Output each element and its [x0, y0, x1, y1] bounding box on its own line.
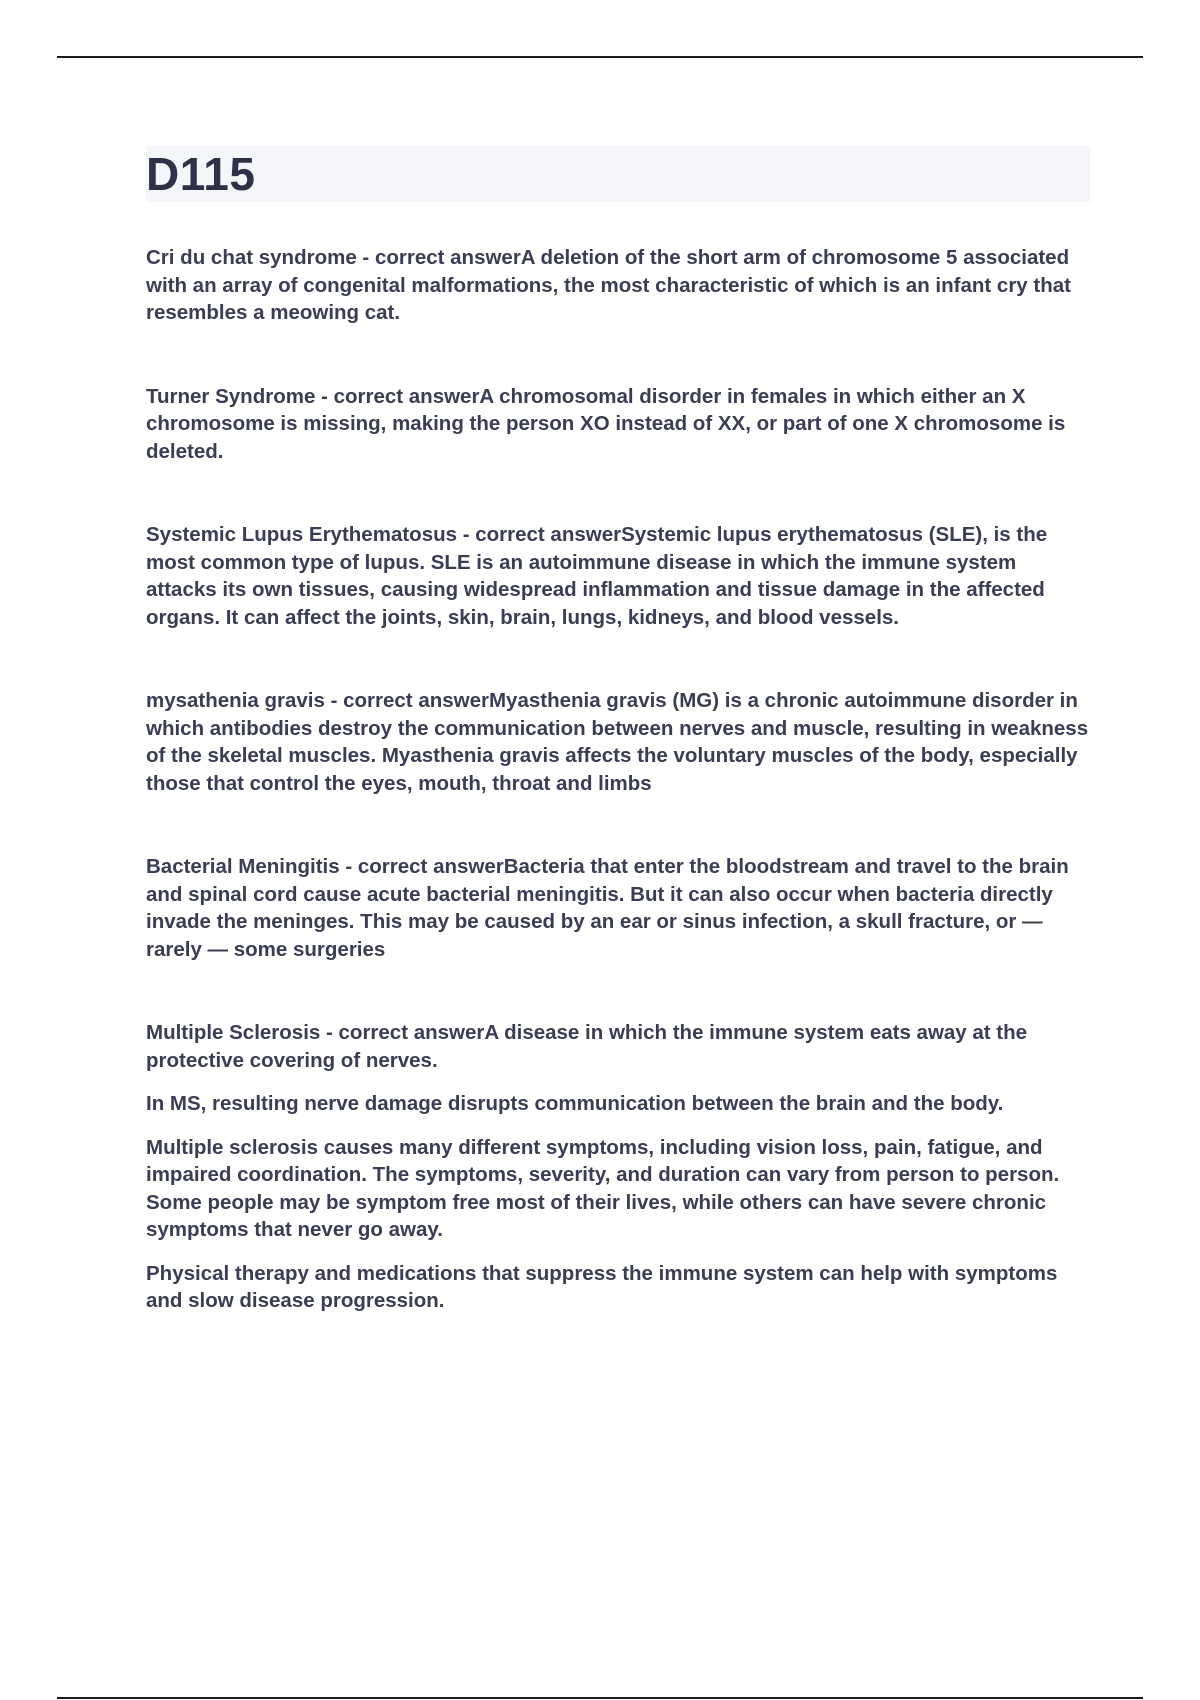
flashcard-text: Multiple sclerosis causes many different symptoms, including vision loss, pain, fatigue, and impaired coordination. The symptoms, severity, and duration can vary from person to person. Some people may be symptom free most of their lives, while others can have severe chronic symptoms that never go away. [146, 1135, 1060, 1241]
title-band [146, 146, 1090, 202]
flashcard-list [146, 244, 1090, 1315]
flashcard-bacterial-meningitis [146, 853, 1090, 963]
flashcard-systemic-lupus [146, 521, 1090, 631]
bottom-divider [57, 1697, 1143, 1699]
flashcard-text: mysathenia gravis - correct answerMyasthenia gravis (MG) is a chronic autoimmune disorder in which antibodies destroy the communication between nerves and muscle, resulting in weakness of the skeletal muscles. Myasthenia gravis affects the voluntary muscles of the body, especially those that control the eyes, mouth, throat and limbs [146, 689, 1089, 795]
flashcard-text: Physical therapy and medications that suppress the immune system can help with symptoms and slow disease progression. [146, 1261, 1058, 1312]
flashcard-turner-syndrome [146, 383, 1090, 466]
top-divider [57, 56, 1143, 58]
flashcard-text: Systemic Lupus Erythematosus - correct answerSystemic lupus erythematosus (SLE), is the most common type of lupus. SLE is an autoimmune disease in which the immune system attacks its own tissues, causing widespread inflammation and tissue damage in the affected organs. It can affect the joints, skin, brain, lungs, kidneys, and blood vessels. [146, 523, 1048, 629]
flashcard-cri-du-chat [146, 244, 1090, 327]
flashcard-multiple-sclerosis [146, 1019, 1090, 1315]
flashcard-text: Cri du chat syndrome - correct answerA deletion of the short arm of chromosome 5 associated with an array of congenital malformations, the most characteristic of which is an infant cry that resembles a meowing cat. [146, 246, 1071, 324]
flashcard-text: In MS, resulting nerve damage disrupts communication between the brain and the body. [146, 1092, 1004, 1115]
page-title: D115 [146, 148, 256, 200]
flashcard-text: Bacterial Meningitis - correct answerBacteria that enter the bloodstream and travel to the brain and spinal cord cause acute bacterial meningitis. But it can also occur when bacteria directly invade the meninges. This may be caused by an ear or sinus infection, a skull fracture, or — rarely — some surgeries [146, 855, 1069, 961]
flashcard-text: Turner Syndrome - correct answerA chromosomal disorder in females in which either an X chromosome is missing, making the person XO instead of XX, or part of one X chromosome is deleted. [146, 384, 1066, 463]
page-content [146, 146, 1090, 1371]
flashcard-myasthenia-gravis [146, 687, 1090, 797]
flashcard-text: Multiple Sclerosis - correct answerA disease in which the immune system eats away at the protective covering of nerves. [146, 1021, 1028, 1072]
